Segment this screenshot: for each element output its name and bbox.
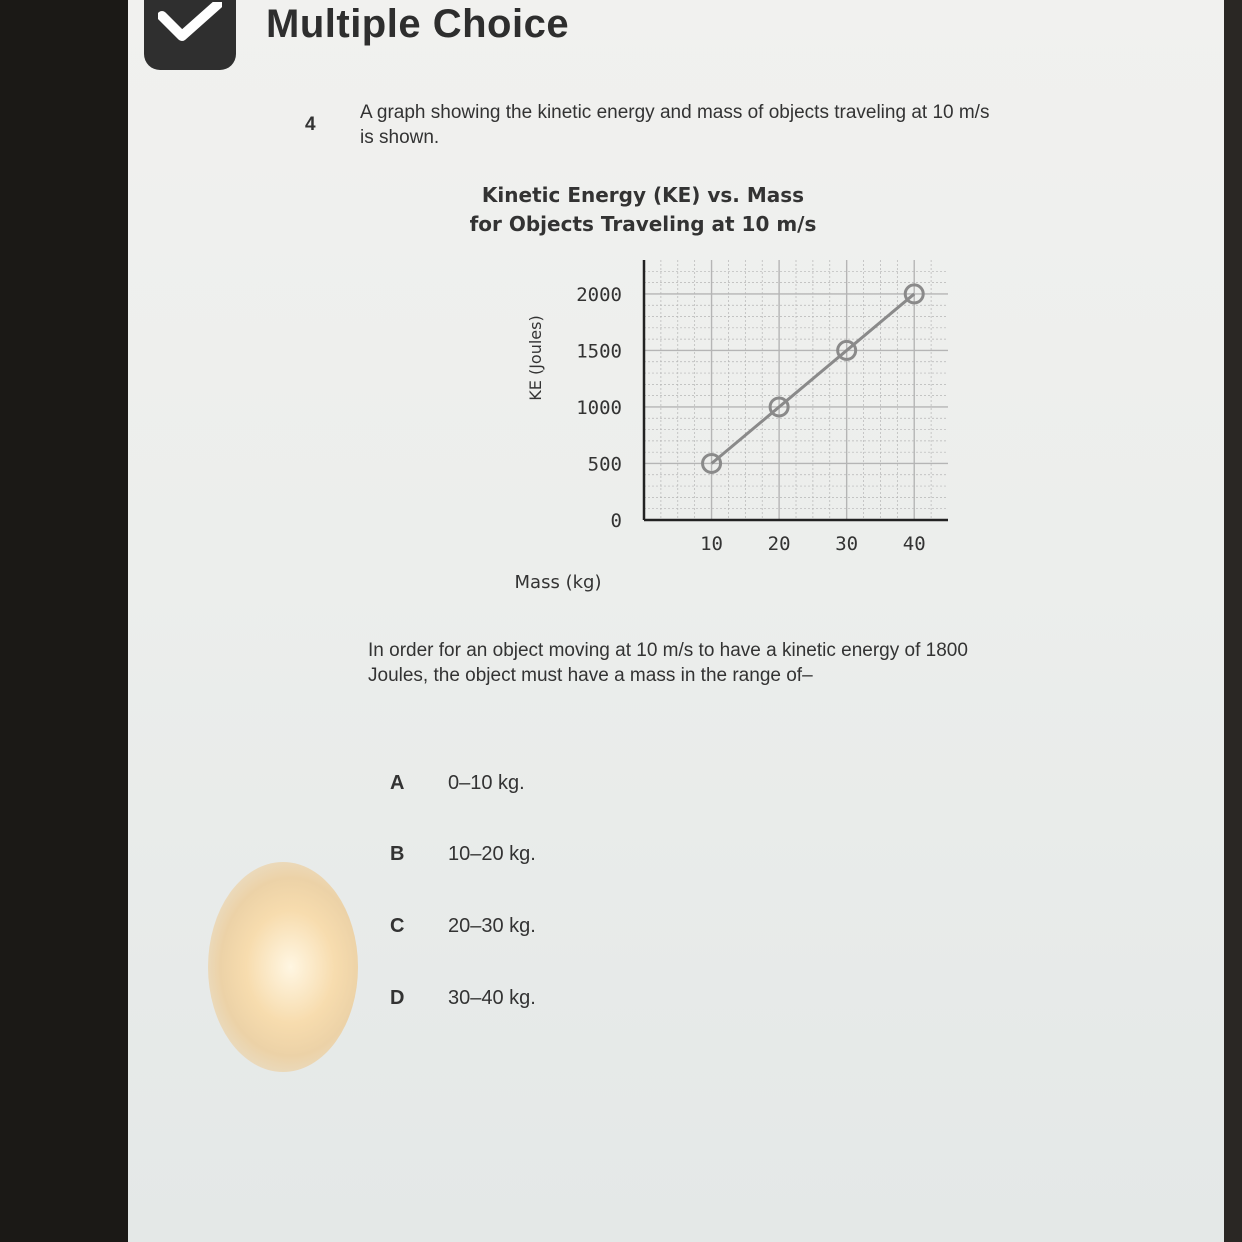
y-tick-label: 2000 bbox=[576, 283, 622, 306]
choice-letter: A bbox=[390, 772, 405, 794]
x-tick-label: 20 bbox=[767, 533, 791, 555]
choice-b[interactable] bbox=[390, 843, 536, 866]
y-tick-label: 1000 bbox=[576, 396, 622, 419]
choice-text: 30–40 kg. bbox=[448, 987, 536, 1009]
chart-title bbox=[418, 181, 868, 239]
device-bezel bbox=[1224, 0, 1242, 1242]
choice-d[interactable] bbox=[390, 987, 536, 1010]
question-stem: A graph showing the kinetic energy and mass of objects traveling at 10 m/s is shown. bbox=[360, 102, 990, 148]
choice-text: 20–30 kg. bbox=[448, 915, 536, 937]
checkmark-icon bbox=[158, 2, 222, 44]
choice-letter: B bbox=[390, 843, 405, 865]
chart-title-line-2: for Objects Traveling at 10 m/s bbox=[469, 212, 817, 236]
header-badge bbox=[144, 0, 236, 70]
choice-text: 0–10 kg. bbox=[448, 772, 525, 794]
chart-title-line-1: Kinetic Energy (KE) vs. Mass bbox=[481, 183, 805, 207]
chart-tick-labels bbox=[576, 284, 925, 555]
question-number: 4 bbox=[305, 114, 316, 135]
worksheet-page bbox=[128, 0, 1224, 1242]
ke-vs-mass-chart bbox=[378, 240, 978, 600]
light-glare bbox=[208, 862, 358, 1072]
y-tick-label: 0 bbox=[610, 510, 622, 532]
choice-letter: C bbox=[390, 915, 405, 937]
x-tick-label: 40 bbox=[902, 533, 926, 555]
question-prompt: In order for an object moving at 10 m/s to have a kinetic energy of 1800 Joules, the object must have a mass in the range of– bbox=[368, 640, 968, 686]
choice-a[interactable] bbox=[390, 772, 525, 795]
x-tick-label: 10 bbox=[700, 533, 724, 555]
choice-letter: D bbox=[390, 987, 405, 1009]
x-tick-label: 30 bbox=[835, 533, 859, 555]
section-title: Multiple Choice bbox=[266, 2, 570, 46]
y-tick-label: 1500 bbox=[576, 340, 622, 363]
choice-c[interactable] bbox=[390, 915, 536, 938]
series-line bbox=[712, 294, 915, 464]
choice-text: 10–20 kg. bbox=[448, 843, 536, 865]
x-axis-label: Mass (kg) bbox=[514, 572, 602, 593]
chart-grid bbox=[644, 260, 948, 520]
y-axis-label: KE (Joules) bbox=[526, 315, 545, 401]
y-tick-label: 500 bbox=[587, 453, 622, 476]
